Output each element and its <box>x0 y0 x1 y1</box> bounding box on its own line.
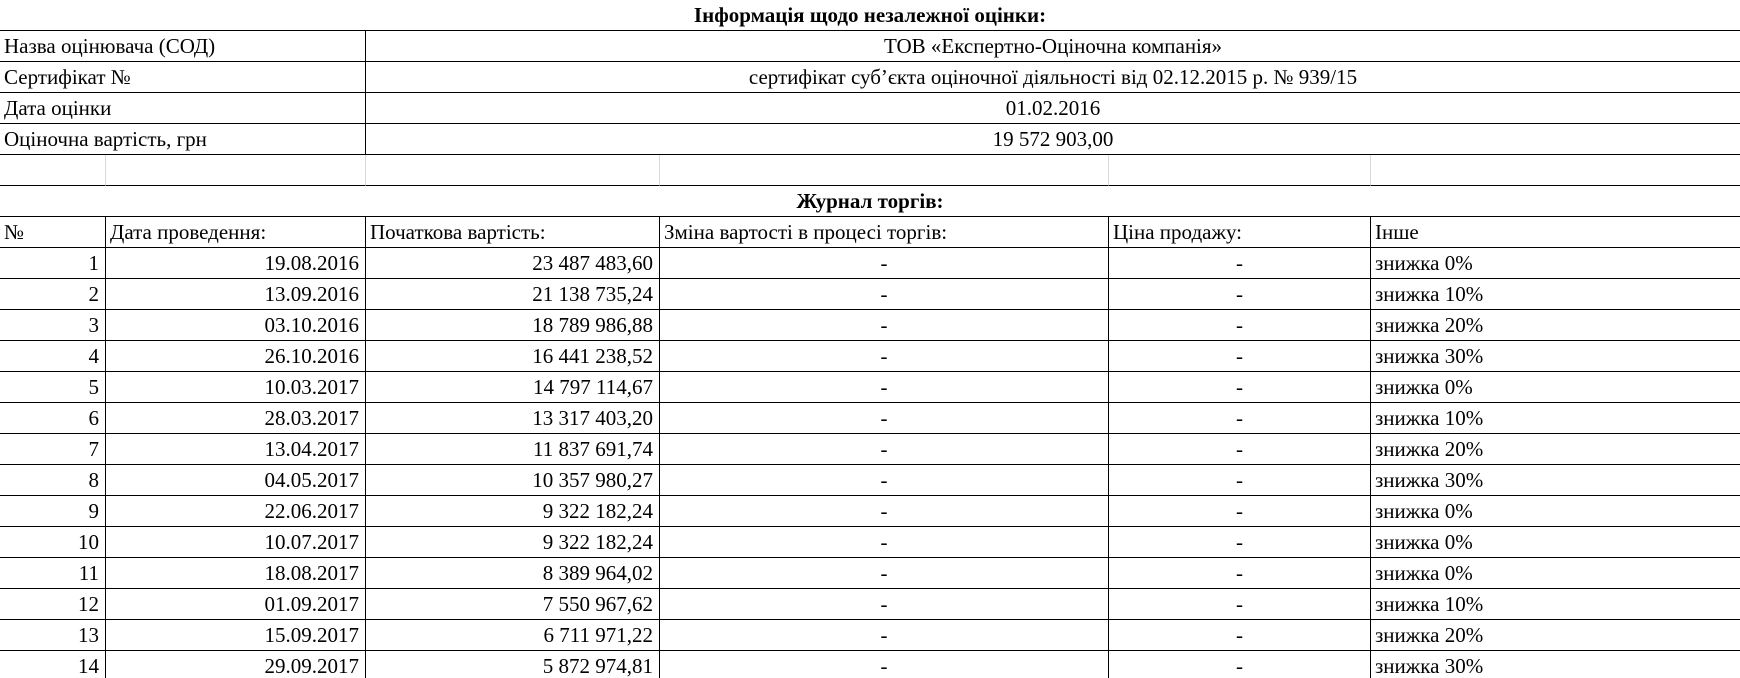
cell-date: 13.09.2016 <box>106 279 366 310</box>
header-other: Інше <box>1371 217 1740 248</box>
table-row <box>0 310 1740 341</box>
table-row <box>0 527 1740 558</box>
cell-change: - <box>660 496 1109 527</box>
cell-change: - <box>660 527 1109 558</box>
cell-sale-price: - <box>1109 496 1371 527</box>
cell-change: - <box>660 372 1109 403</box>
empty-row <box>0 155 1740 186</box>
journal-title-row <box>0 186 1740 217</box>
cell-start-price: 14 797 114,67 <box>366 372 660 403</box>
cell-change: - <box>660 620 1109 651</box>
cell-sale-price: - <box>1109 372 1371 403</box>
valuation-title: Інформація щодо незалежної оцінки: <box>0 0 1740 31</box>
table-row <box>0 341 1740 372</box>
cell-other: знижка 30% <box>1371 465 1740 496</box>
cell-num: 6 <box>0 403 106 434</box>
table-row <box>0 589 1740 620</box>
empty-cell <box>366 155 660 186</box>
cell-num: 5 <box>0 372 106 403</box>
cell-change: - <box>660 341 1109 372</box>
cell-sale-price: - <box>1109 558 1371 589</box>
table-row <box>0 620 1740 651</box>
cell-change: - <box>660 434 1109 465</box>
cell-date: 28.03.2017 <box>106 403 366 434</box>
cell-sale-price: - <box>1109 589 1371 620</box>
cell-num: 13 <box>0 620 106 651</box>
header-date: Дата проведення: <box>106 217 366 248</box>
valuation-row <box>0 124 1740 155</box>
header-start-price: Початкова вартість: <box>366 217 660 248</box>
cell-sale-price: - <box>1109 248 1371 279</box>
cell-start-price: 10 357 980,27 <box>366 465 660 496</box>
journal-title: Журнал торгів: <box>0 186 1740 217</box>
cell-date: 04.05.2017 <box>106 465 366 496</box>
header-change: Зміна вартості в процесі торгів: <box>660 217 1109 248</box>
table-row <box>0 279 1740 310</box>
cell-other: знижка 10% <box>1371 279 1740 310</box>
cell-date: 01.09.2017 <box>106 589 366 620</box>
cell-other: знижка 30% <box>1371 651 1740 678</box>
cell-change: - <box>660 651 1109 678</box>
empty-cell <box>0 155 106 186</box>
cell-date: 13.04.2017 <box>106 434 366 465</box>
table-row <box>0 248 1740 279</box>
cell-other: знижка 20% <box>1371 434 1740 465</box>
table-row <box>0 465 1740 496</box>
valuation-row <box>0 31 1740 62</box>
cell-num: 1 <box>0 248 106 279</box>
table-row <box>0 496 1740 527</box>
valuation-label: Сертифікат № <box>0 62 366 93</box>
cell-change: - <box>660 589 1109 620</box>
cell-other: знижка 0% <box>1371 248 1740 279</box>
cell-num: 8 <box>0 465 106 496</box>
cell-other: знижка 30% <box>1371 341 1740 372</box>
cell-sale-price: - <box>1109 279 1371 310</box>
cell-date: 15.09.2017 <box>106 620 366 651</box>
cell-num: 4 <box>0 341 106 372</box>
cell-start-price: 6 711 971,22 <box>366 620 660 651</box>
cell-num: 14 <box>0 651 106 678</box>
cell-date: 10.03.2017 <box>106 372 366 403</box>
cell-sale-price: - <box>1109 310 1371 341</box>
cell-date: 26.10.2016 <box>106 341 366 372</box>
cell-other: знижка 20% <box>1371 620 1740 651</box>
journal-header-row <box>0 217 1740 248</box>
cell-num: 10 <box>0 527 106 558</box>
valuation-label: Назва оцінювача (СОД) <box>0 31 366 62</box>
cell-start-price: 23 487 483,60 <box>366 248 660 279</box>
valuation-label: Оціночна вартість, грн <box>0 124 366 155</box>
cell-start-price: 7 550 967,62 <box>366 589 660 620</box>
cell-date: 19.08.2016 <box>106 248 366 279</box>
cell-other: знижка 10% <box>1371 589 1740 620</box>
cell-start-price: 8 389 964,02 <box>366 558 660 589</box>
valuation-row <box>0 93 1740 124</box>
cell-date: 03.10.2016 <box>106 310 366 341</box>
cell-num: 11 <box>0 558 106 589</box>
cell-sale-price: - <box>1109 403 1371 434</box>
cell-date: 18.08.2017 <box>106 558 366 589</box>
cell-start-price: 18 789 986,88 <box>366 310 660 341</box>
cell-change: - <box>660 248 1109 279</box>
cell-change: - <box>660 279 1109 310</box>
cell-date: 29.09.2017 <box>106 651 366 678</box>
cell-other: знижка 0% <box>1371 496 1740 527</box>
cell-num: 7 <box>0 434 106 465</box>
header-sale-price: Ціна продажу: <box>1109 217 1371 248</box>
valuation-value: 19 572 903,00 <box>366 124 1740 155</box>
header-num: № <box>0 217 106 248</box>
valuation-label: Дата оцінки <box>0 93 366 124</box>
cell-start-price: 11 837 691,74 <box>366 434 660 465</box>
table-row <box>0 651 1740 678</box>
cell-change: - <box>660 403 1109 434</box>
cell-change: - <box>660 558 1109 589</box>
table-row <box>0 372 1740 403</box>
empty-cell <box>1371 155 1740 186</box>
valuation-title-row <box>0 0 1740 31</box>
valuation-value: сертифікат суб’єкта оціночної діяльності від 02.12.2015 р. № 939/15 <box>366 62 1740 93</box>
cell-change: - <box>660 310 1109 341</box>
table-row <box>0 403 1740 434</box>
cell-change: - <box>660 465 1109 496</box>
valuation-value: 01.02.2016 <box>366 93 1740 124</box>
cell-num: 2 <box>0 279 106 310</box>
cell-date: 10.07.2017 <box>106 527 366 558</box>
cell-sale-price: - <box>1109 651 1371 678</box>
cell-sale-price: - <box>1109 620 1371 651</box>
table-row <box>0 558 1740 589</box>
empty-cell <box>106 155 366 186</box>
cell-sale-price: - <box>1109 465 1371 496</box>
cell-sale-price: - <box>1109 341 1371 372</box>
cell-other: знижка 20% <box>1371 310 1740 341</box>
cell-start-price: 5 872 974,81 <box>366 651 660 678</box>
valuation-value: ТОВ «Експертно-Оціночна компанія» <box>366 31 1740 62</box>
cell-sale-price: - <box>1109 527 1371 558</box>
cell-other: знижка 0% <box>1371 372 1740 403</box>
cell-num: 9 <box>0 496 106 527</box>
cell-date: 22.06.2017 <box>106 496 366 527</box>
cell-sale-price: - <box>1109 434 1371 465</box>
cell-num: 3 <box>0 310 106 341</box>
cell-other: знижка 0% <box>1371 527 1740 558</box>
cell-num: 12 <box>0 589 106 620</box>
cell-other: знижка 0% <box>1371 558 1740 589</box>
cell-start-price: 13 317 403,20 <box>366 403 660 434</box>
table-row <box>0 434 1740 465</box>
cell-start-price: 9 322 182,24 <box>366 496 660 527</box>
cell-start-price: 9 322 182,24 <box>366 527 660 558</box>
empty-cell <box>1109 155 1371 186</box>
valuation-row <box>0 62 1740 93</box>
cell-other: знижка 10% <box>1371 403 1740 434</box>
cell-start-price: 21 138 735,24 <box>366 279 660 310</box>
empty-cell <box>660 155 1109 186</box>
cell-start-price: 16 441 238,52 <box>366 341 660 372</box>
